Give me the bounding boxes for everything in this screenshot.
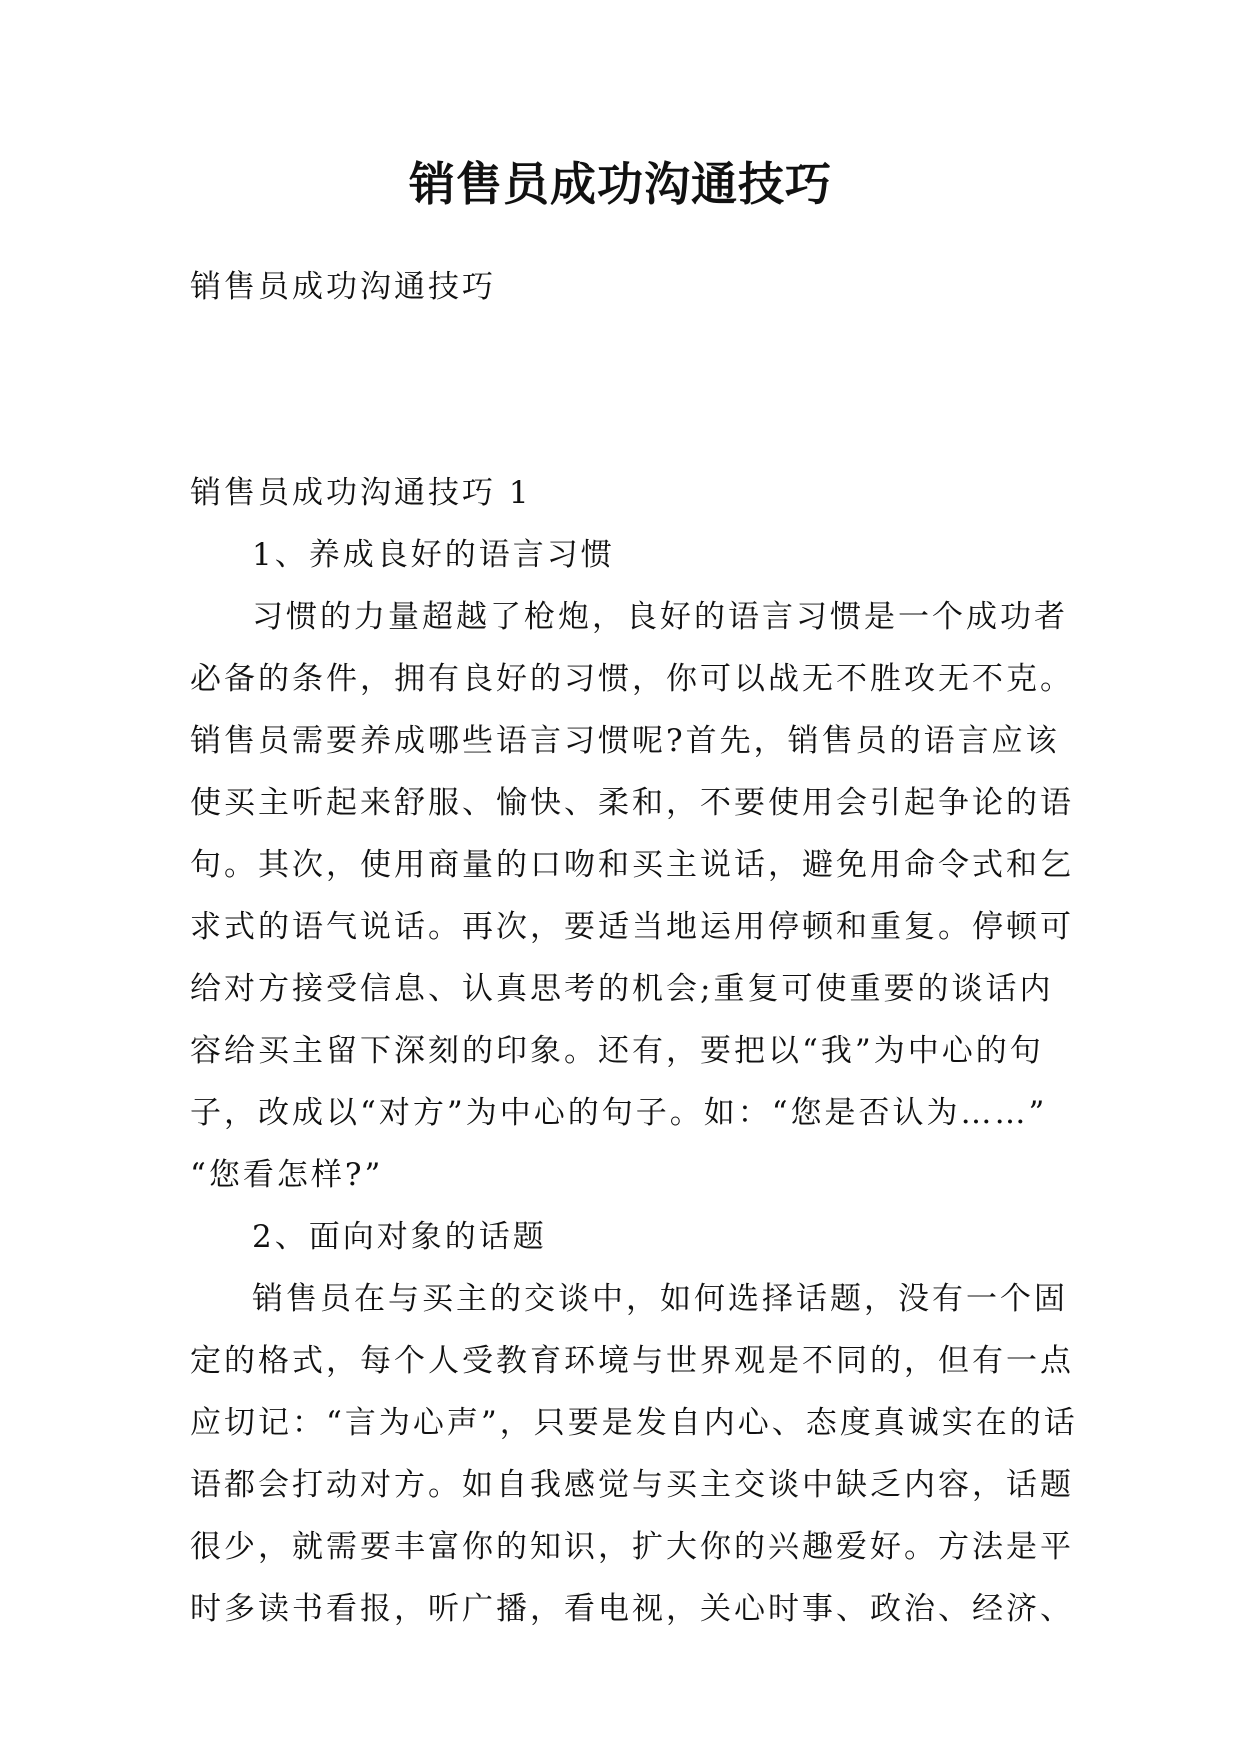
text-line: 定的格式，每个人受教育环境与世界观是不同的，但有一点 [190,1343,1074,1379]
text-line: 容给买主留下深刻的印象。还有，要把以“我”为中心的句 [190,1033,1044,1069]
text-line: 1、养成良好的语言习惯 [252,537,615,573]
text-line: 时多读书看报，听广播，看电视，关心时事、政治、经济、 [190,1591,1074,1627]
text-line: 2、面向对象的话题 [252,1219,547,1255]
text-line: 语都会打动对方。如自我感觉与买主交谈中缺乏内容，话题 [190,1467,1074,1503]
text-line: 句。其次，使用商量的口吻和买主说话，避免用命令式和乞 [190,847,1074,883]
text-line: 销售员需要养成哪些语言习惯呢?首先，销售员的语言应该 [190,723,1060,759]
section-heading: 销售员成功沟通技巧 1 [190,475,532,511]
text-line: 使买主听起来舒服、愉快、柔和，不要使用会引起争论的语 [190,785,1074,821]
text-line: 很少，就需要丰富你的知识，扩大你的兴趣爱好。方法是平 [190,1529,1074,1565]
body-paragraphs [190,524,1090,1640]
text-line: 求式的语气说话。再次，要适当地运用停顿和重复。停顿可 [190,909,1074,945]
text-line: “您看怎样?” [190,1157,384,1193]
text-line: 应切记：“言为心声”，只要是发自内心、态度真诚实在的话 [190,1405,1078,1441]
text-line: 必备的条件，拥有良好的习惯，你可以战无不胜攻无不克。 [190,661,1074,697]
document-title: 销售员成功沟通技巧 [409,157,832,211]
text-line: 子，改成以“对方”为中心的句子。如：“您是否认为……” [190,1095,1048,1131]
document-subtitle: 销售员成功沟通技巧 [190,269,496,305]
text-line: 给对方接受信息、认真思考的机会;重复可使重要的谈话内 [190,971,1054,1007]
text-line: 销售员在与买主的交谈中，如何选择话题，没有一个固 [252,1281,1068,1317]
text-line: 习惯的力量超越了枪炮，良好的语言习惯是一个成功者 [252,599,1068,635]
